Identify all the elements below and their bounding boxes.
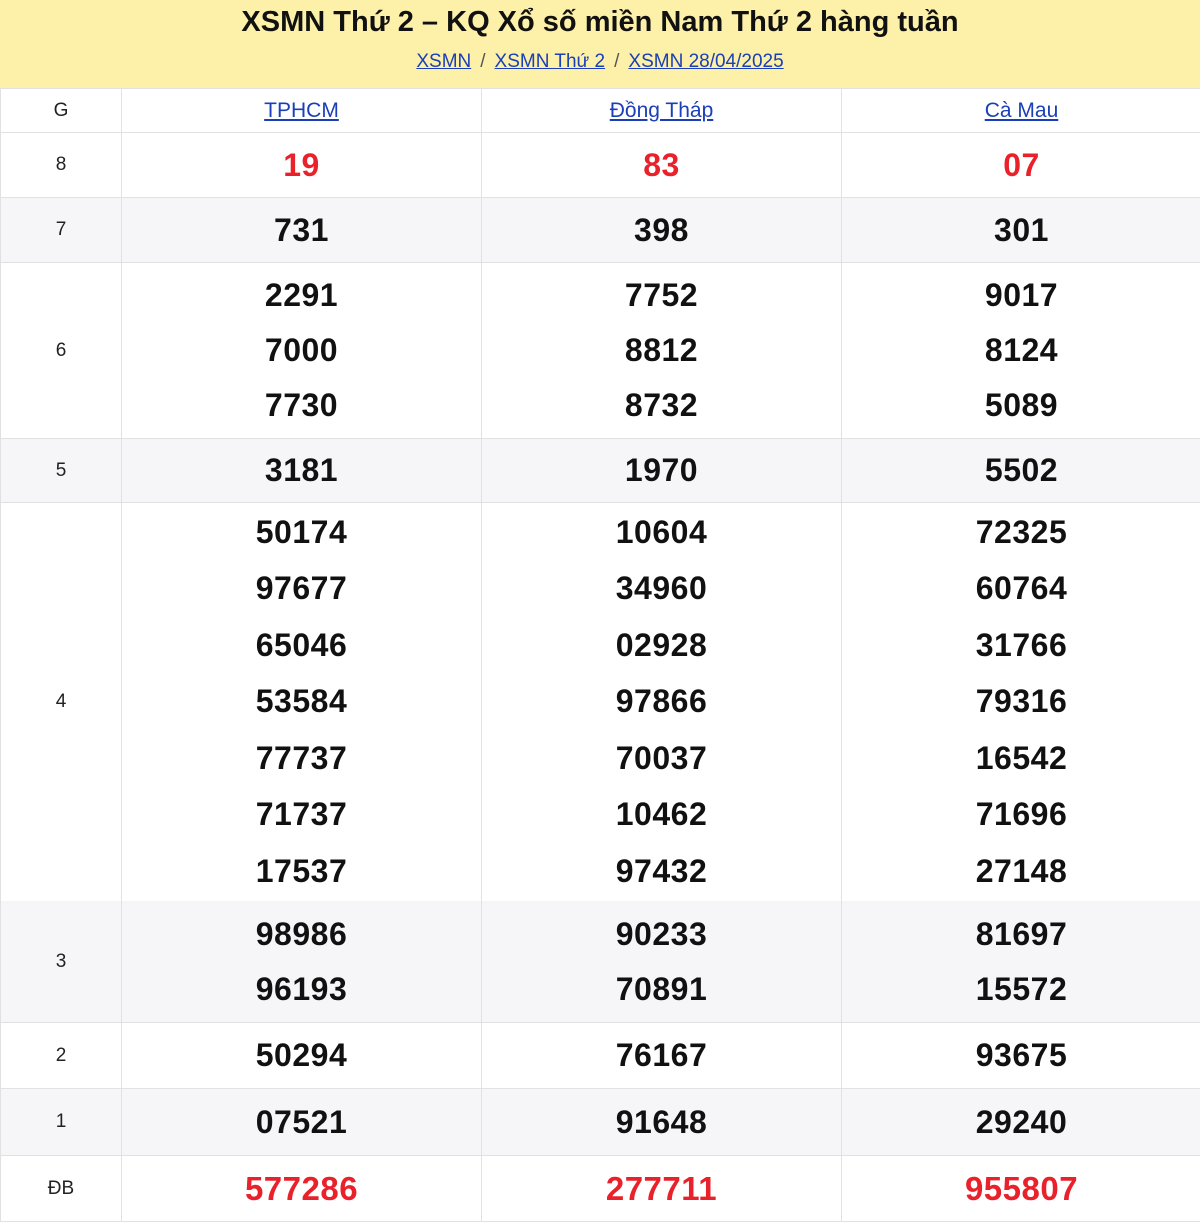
winning-number: 70891 bbox=[615, 970, 708, 1007]
province-header bbox=[482, 89, 842, 133]
winning-number: 98986 bbox=[255, 915, 348, 952]
prize-label: 8 bbox=[1, 133, 122, 198]
province-header bbox=[842, 89, 1200, 133]
winning-number: 19 bbox=[283, 146, 320, 183]
winning-number: 29240 bbox=[975, 1103, 1068, 1140]
prize-label: 6 bbox=[1, 263, 122, 439]
result-cell-dong-thap bbox=[482, 1023, 842, 1089]
result-cell-dong-thap bbox=[482, 1089, 842, 1156]
page-header bbox=[0, 0, 1200, 88]
winning-number: 10462 bbox=[615, 796, 708, 833]
winning-number: 70037 bbox=[615, 739, 708, 776]
prize-row bbox=[1, 901, 1200, 1023]
prize-label: 4 bbox=[1, 503, 122, 901]
result-cell-ca-mau bbox=[842, 198, 1200, 263]
winning-number: 53584 bbox=[255, 683, 348, 720]
result-cell-tphcm bbox=[122, 1089, 482, 1156]
winning-number: 60764 bbox=[975, 570, 1068, 607]
winning-number: 90233 bbox=[615, 915, 708, 952]
winning-number: 955807 bbox=[964, 1170, 1079, 1207]
result-cell-tphcm bbox=[122, 439, 482, 503]
prize-row bbox=[1, 263, 1200, 439]
prize-row bbox=[1, 133, 1200, 198]
breadcrumb-link-xsmn-date[interactable]: XSMN 28/04/2025 bbox=[628, 51, 784, 72]
prize-row bbox=[1, 503, 1200, 901]
winning-number: 97432 bbox=[615, 852, 708, 889]
winning-number: 02928 bbox=[615, 626, 708, 663]
province-link-ca-mau[interactable]: Cà Mau bbox=[984, 98, 1059, 122]
province-link-dong-thap[interactable]: Đồng Tháp bbox=[609, 98, 714, 122]
winning-number: 15572 bbox=[975, 970, 1068, 1007]
winning-number: 79316 bbox=[975, 683, 1068, 720]
winning-number: 34960 bbox=[615, 570, 708, 607]
breadcrumb-link-xsmn[interactable]: XSMN bbox=[416, 51, 472, 72]
prize-label: ĐB bbox=[1, 1156, 122, 1222]
result-cell-tphcm bbox=[122, 198, 482, 263]
prize-label: 2 bbox=[1, 1023, 122, 1089]
prize-row bbox=[1, 439, 1200, 503]
results-body bbox=[1, 133, 1200, 1222]
winning-number: 1970 bbox=[624, 452, 699, 488]
winning-number: 8732 bbox=[624, 387, 699, 423]
winning-number: 72325 bbox=[975, 513, 1068, 550]
winning-number: 3181 bbox=[264, 452, 339, 488]
result-cell-dong-thap bbox=[482, 198, 842, 263]
winning-number: 301 bbox=[994, 211, 1049, 248]
winning-number: 2291 bbox=[264, 277, 339, 313]
winning-number: 7752 bbox=[624, 277, 699, 313]
winning-number: 10604 bbox=[615, 513, 708, 550]
result-cell-tphcm bbox=[122, 901, 482, 1023]
result-cell-tphcm bbox=[122, 1023, 482, 1089]
prize-row bbox=[1, 1089, 1200, 1156]
winning-number: 5502 bbox=[984, 452, 1059, 488]
winning-number: 65046 bbox=[255, 626, 348, 663]
result-cell-tphcm bbox=[122, 133, 482, 198]
prize-row bbox=[1, 1023, 1200, 1089]
result-cell-dong-thap bbox=[482, 263, 842, 439]
winning-number: 277711 bbox=[605, 1170, 718, 1207]
winning-number: 7000 bbox=[264, 332, 339, 368]
result-cell-ca-mau bbox=[842, 439, 1200, 503]
prize-column-header: G bbox=[1, 89, 122, 133]
result-cell-tphcm bbox=[122, 503, 482, 901]
prize-label: 3 bbox=[1, 901, 122, 1023]
winning-number: 27148 bbox=[975, 852, 1068, 889]
breadcrumb-separator: / bbox=[480, 51, 486, 72]
winning-number: 17537 bbox=[255, 852, 348, 889]
result-cell-dong-thap bbox=[482, 503, 842, 901]
winning-number: 9017 bbox=[984, 277, 1059, 313]
result-cell-dong-thap bbox=[482, 1156, 842, 1222]
winning-number: 5089 bbox=[984, 387, 1059, 423]
result-cell-tphcm bbox=[122, 263, 482, 439]
prize-row bbox=[1, 198, 1200, 263]
result-cell-tphcm bbox=[122, 1156, 482, 1222]
winning-number: 16542 bbox=[975, 739, 1068, 776]
winning-number: 07 bbox=[1003, 146, 1040, 183]
result-cell-ca-mau bbox=[842, 901, 1200, 1023]
result-cell-dong-thap bbox=[482, 901, 842, 1023]
winning-number: 97677 bbox=[255, 570, 348, 607]
winning-number: 07521 bbox=[255, 1103, 348, 1140]
result-cell-ca-mau bbox=[842, 1023, 1200, 1089]
winning-number: 96193 bbox=[255, 970, 348, 1007]
winning-number: 83 bbox=[643, 146, 680, 183]
results-table bbox=[0, 88, 1200, 1222]
winning-number: 731 bbox=[274, 211, 329, 248]
breadcrumb-separator: / bbox=[614, 51, 620, 72]
winning-number: 71737 bbox=[255, 796, 348, 833]
winning-number: 76167 bbox=[615, 1037, 708, 1073]
prize-label: 1 bbox=[1, 1089, 122, 1156]
breadcrumb-link-xsmn-thu-2[interactable]: XSMN Thứ 2 bbox=[494, 51, 606, 72]
result-cell-ca-mau bbox=[842, 1089, 1200, 1156]
breadcrumb bbox=[0, 51, 1200, 73]
result-cell-ca-mau bbox=[842, 263, 1200, 439]
winning-number: 71696 bbox=[975, 796, 1068, 833]
page-title: XSMN Thứ 2 – KQ Xổ số miền Nam Thứ 2 hàng tuần bbox=[241, 6, 959, 38]
winning-number: 77737 bbox=[255, 739, 348, 776]
result-cell-ca-mau bbox=[842, 503, 1200, 901]
winning-number: 8812 bbox=[624, 332, 699, 368]
prize-label: 5 bbox=[1, 439, 122, 503]
winning-number: 7730 bbox=[264, 387, 339, 423]
winning-number: 81697 bbox=[975, 915, 1068, 952]
result-cell-ca-mau bbox=[842, 133, 1200, 198]
prize-row bbox=[1, 1156, 1200, 1222]
winning-number: 50174 bbox=[255, 513, 348, 550]
result-cell-dong-thap bbox=[482, 439, 842, 503]
province-header bbox=[122, 89, 482, 133]
winning-number: 8124 bbox=[984, 332, 1059, 368]
result-cell-dong-thap bbox=[482, 133, 842, 198]
winning-number: 398 bbox=[634, 211, 689, 248]
winning-number: 50294 bbox=[255, 1037, 348, 1073]
winning-number: 91648 bbox=[615, 1103, 708, 1140]
winning-number: 577286 bbox=[244, 1170, 359, 1207]
province-link-tphcm[interactable]: TPHCM bbox=[264, 98, 339, 122]
prize-label: 7 bbox=[1, 198, 122, 263]
winning-number: 93675 bbox=[975, 1037, 1068, 1073]
winning-number: 31766 bbox=[975, 626, 1068, 663]
winning-number: 97866 bbox=[615, 683, 708, 720]
table-header-row bbox=[1, 89, 1200, 133]
result-cell-ca-mau bbox=[842, 1156, 1200, 1222]
